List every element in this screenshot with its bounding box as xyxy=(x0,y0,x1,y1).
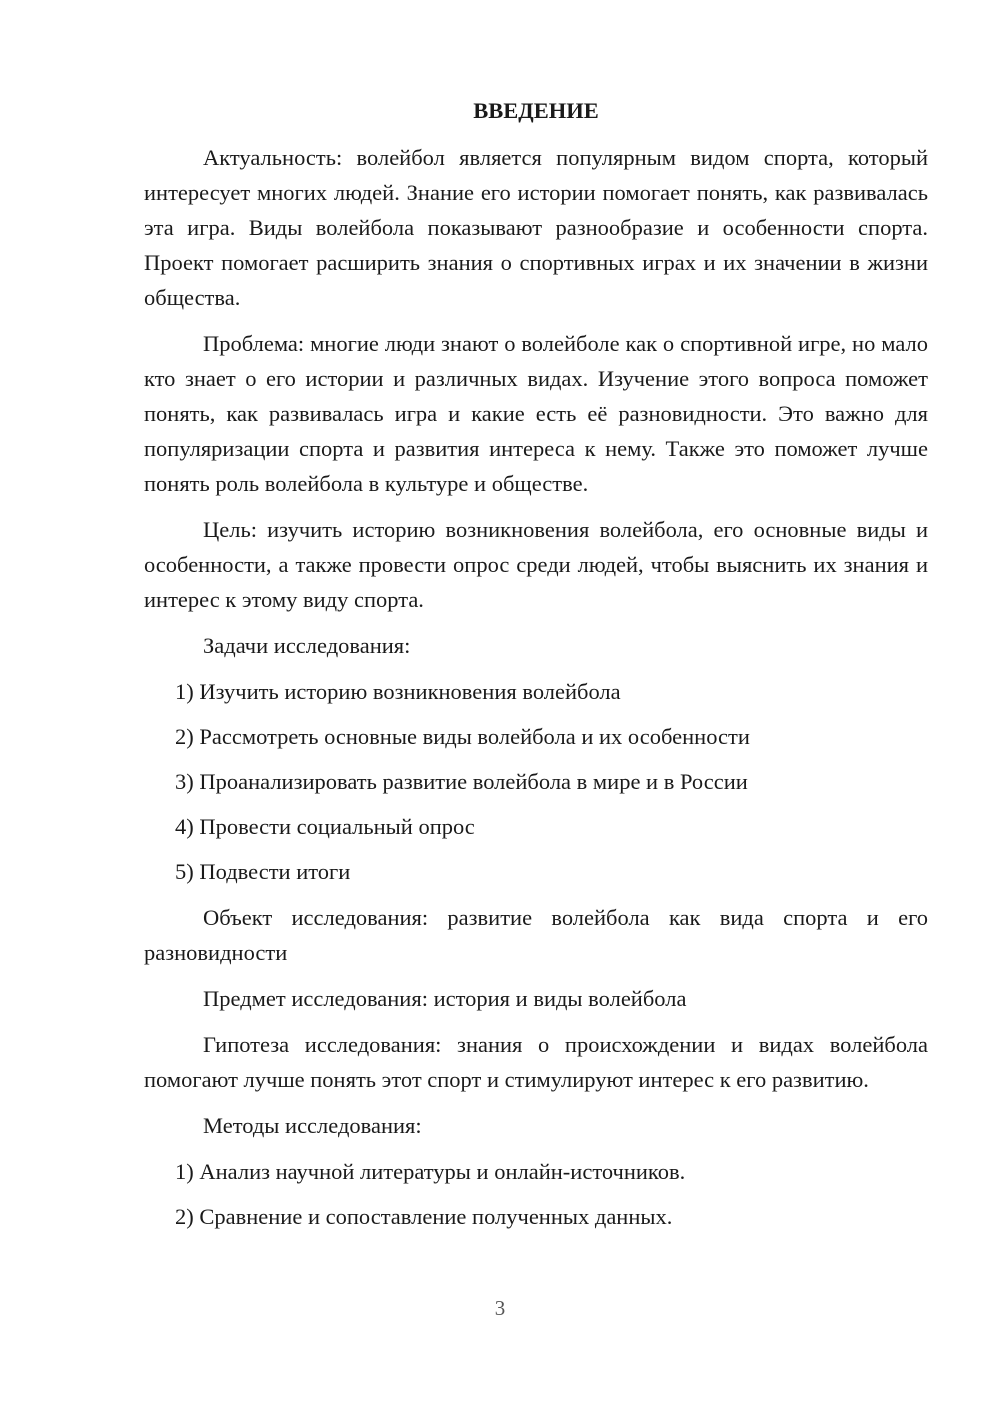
paragraph-relevance: Актуальность: волейбол является популярным видом спорта, который интересует многих людей. Знание его истории помогает понять, как развивалась эта игра. Виды волейбола показывают разнообразие и особенности спорта. Проект помогает расширить знания о спортивных играх и их значении в жизни общества. xyxy=(144,145,928,310)
list-item: 2) Рассмотреть основные виды волейбола и их особенности xyxy=(175,724,750,749)
tasks-list xyxy=(144,674,928,889)
list-item: 1) Изучить историю возникновения волейбола xyxy=(175,679,621,704)
paragraph-hypothesis: Гипотеза исследования: знания о происхождении и видах волейбола помогают лучше понять этот спорт и стимулируют интерес к его развитию. xyxy=(144,1032,928,1092)
tasks-heading: Задачи исследования: xyxy=(203,633,411,658)
paragraph-object: Объект исследования: развитие волейбола как вида спорта и его разновидности xyxy=(144,905,928,965)
methods-heading: Методы исследования: xyxy=(203,1113,422,1138)
list-item: 3) Проанализировать развитие волейбола в мире и в России xyxy=(175,769,748,794)
list-item: 1) Анализ научной литературы и онлайн-источников. xyxy=(175,1159,686,1184)
list-item: 5) Подвести итоги xyxy=(175,859,351,884)
methods-list xyxy=(144,1154,928,1234)
page-title: ВВЕДЕНИЕ xyxy=(473,98,599,123)
list-item: 4) Провести социальный опрос xyxy=(175,814,475,839)
list-item: 2) Сравнение и сопоставление полученных данных. xyxy=(175,1204,673,1229)
paragraph-problem: Проблема: многие люди знают о волейболе как о спортивной игре, но мало кто знает о его истории и различных видах. Изучение этого вопроса поможет понять, как развивалась игра и какие есть её разновидности. Это важно для популяризации спорта и развития интереса к нему. Также это поможет лучше понять роль волейбола в культуре и обществе. xyxy=(144,331,928,496)
paragraph-goal: Цель: изучить историю возникновения волейбола, его основные виды и особенности, а также провести опрос среди людей, чтобы выяснить их знания и интерес к этому виду спорта. xyxy=(144,517,928,612)
page-content xyxy=(144,96,928,1245)
paragraph-subject: Предмет исследования: история и виды волейбола xyxy=(203,986,687,1011)
page-number: 3 xyxy=(494,1296,506,1320)
